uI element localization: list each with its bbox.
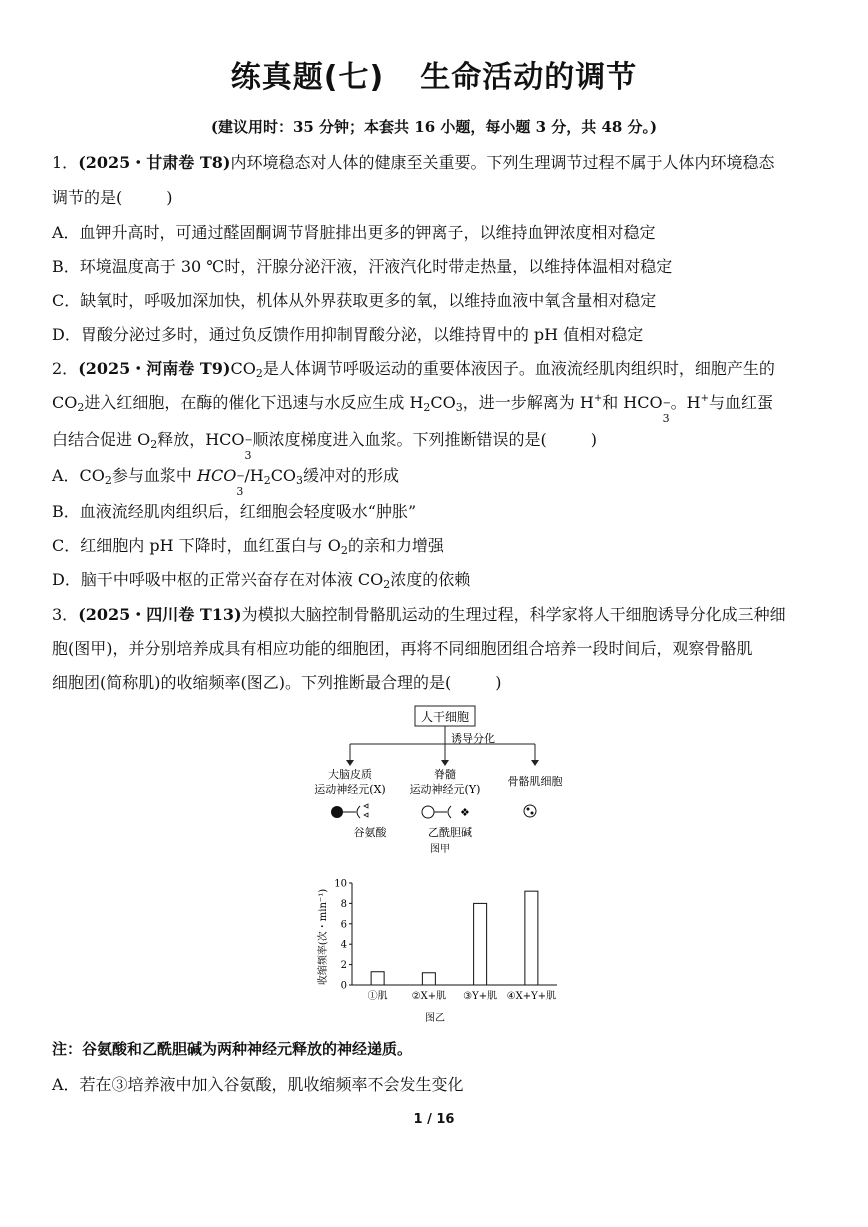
neuron-x-terminal — [357, 806, 360, 818]
q1-paren-close: ) — [166, 188, 173, 207]
title-left: 练真题(七) — [230, 60, 385, 95]
q3-option-a: A．若在③培养液中加入谷氨酸，肌收缩频率不会发生变化 — [52, 1075, 464, 1094]
q2-text: 白结合促进 O — [52, 430, 151, 449]
chart-bar — [474, 903, 487, 985]
q3-paren-close: ) — [495, 673, 502, 692]
q2-sub: 2 — [340, 544, 348, 557]
q2-text: ，进一步解离为 H — [462, 393, 594, 412]
q2-sub: 2 — [150, 438, 158, 451]
q2-option-b: B．血液流经肌肉组织后，红细胞会轻度吸水“肿胀” — [52, 502, 417, 521]
q3-stem-line-1 — [52, 602, 786, 625]
glutamate-icon — [364, 813, 368, 817]
chart-x-tick-label: ①肌 — [367, 991, 388, 1002]
muscle-nucleus-icon — [531, 812, 534, 815]
chart-bars — [371, 891, 538, 985]
muscle-cell-icon — [524, 805, 536, 817]
q3-number: 3． — [52, 605, 79, 624]
q2-text: 和 HCO — [602, 393, 663, 412]
y-name-1: 脊髓 — [434, 768, 456, 781]
q2-number: 2． — [52, 359, 79, 378]
q1-stem-line-2 — [52, 185, 173, 208]
q1-option-b: B．环境温度高于 30 ℃时，汗腺分泌汗液，汗液汽化时带走热量，以维持体温相对稳定 — [52, 257, 673, 276]
page-number: 1 / 16 — [413, 1112, 455, 1127]
chart-y-tick-label: 6 — [340, 919, 347, 931]
chart-bar — [422, 973, 435, 985]
q2-sub: 2 — [255, 367, 263, 380]
q2-text: 进入红细胞，在酶的催化下迅速与水反应生成 H — [84, 393, 424, 412]
acetylcholine-label: 乙酰胆碱 — [428, 826, 472, 839]
q2-text: 浓度的依赖 — [390, 570, 471, 589]
q3-text: 细胞团(简称肌)的收缩频率(图乙)。下列推断最合理的是( — [52, 673, 452, 692]
q2-text: 。H — [670, 393, 701, 412]
q2-text: 释放，HCO — [157, 430, 245, 449]
q2-text: HCO — [197, 466, 237, 485]
q2-text: 的亲和力增强 — [347, 536, 444, 555]
q2-sup: − — [244, 435, 253, 446]
q2-text: A．CO — [52, 466, 105, 485]
chart-bar — [371, 972, 384, 985]
arrow-head-x — [346, 760, 354, 766]
chart-y-ticks — [334, 879, 352, 992]
q2-text: CO — [52, 393, 78, 412]
q2-text: C．红细胞内 pH 下降时，血红蛋白与 O — [52, 536, 341, 555]
arrow-head-muscle — [531, 760, 539, 766]
chart-x-tick-label: ②X+肌 — [411, 991, 447, 1002]
acetylcholine-icon: ❖ — [460, 806, 470, 819]
x-name-2: 运动神经元(X) — [314, 783, 386, 796]
q1-source: (2025・甘肃卷 T8) — [78, 153, 231, 172]
q2-sub: 2 — [423, 401, 431, 414]
q2-text: 缓冲对的形成 — [303, 466, 400, 485]
q2-option-a — [52, 463, 400, 498]
chart-x-ticks — [368, 990, 556, 1002]
page-subtitle: (建议用时：35 分钟；本套共 16 小题，每小题 3 分，共 48 分。) — [210, 118, 658, 136]
title-right: 生命活动的调节 — [420, 60, 638, 95]
stem-cell-label: 人干细胞 — [420, 710, 470, 724]
q1-number: 1． — [52, 153, 79, 172]
x-name-1: 大脑皮质 — [328, 768, 372, 781]
q1-option-a: A．血钾升高时，可通过醛固酮调节肾脏排出更多的钾离子，以维持血钾浓度相对稳定 — [52, 223, 656, 242]
q2-text: 与血红蛋 — [708, 393, 773, 412]
q2-text: 顺浓度梯度进入血浆。下列推断错误的是( — [252, 430, 547, 449]
muscle-nucleus-icon — [527, 808, 530, 811]
q2-sup: + — [593, 393, 603, 404]
q2-sub: 2 — [104, 474, 112, 487]
q2-sup: + — [700, 393, 709, 404]
q2-sub: 3 — [662, 412, 670, 425]
figure-jia-caption: 图甲 — [430, 844, 450, 855]
q1-stem-line-1 — [52, 150, 775, 173]
figure-jia — [290, 700, 590, 860]
neuron-x-body — [331, 806, 343, 818]
q1-option-d: D．胃酸分泌过多时，通过负反馈作用抑制胃酸分泌，以维持胃中的 pH 值相对稳定 — [52, 325, 644, 344]
q2-sub: 2 — [383, 578, 391, 591]
q2-stem-line-3 — [52, 427, 598, 462]
q2-text: CO — [270, 466, 297, 485]
chart-y-tick-label: 10 — [334, 878, 347, 890]
q2-text: CO — [230, 359, 256, 378]
chart-y-label: 收缩频率(次・min⁻¹) — [318, 888, 329, 986]
chart-y-tick-label: 2 — [340, 960, 347, 972]
muscle-name: 骨骼肌细胞 — [507, 775, 563, 788]
q1-option-c: C．缺氧时，呼吸加深加快，机体从外界获取更多的氧，以维持血液中氧含量相对稳定 — [52, 291, 657, 310]
q2-text: D．脑干中呼吸中枢的正常兴奋存在对体液 CO — [52, 570, 384, 589]
induce-label: 诱导分化 — [451, 732, 495, 745]
q3-stem-line-3 — [52, 670, 501, 693]
q2-sup: − — [236, 471, 245, 482]
arrow-head-y — [441, 760, 449, 766]
figure-note: 注：谷氨酸和乙酰胆碱为两种神经元释放的神经递质。 — [52, 1040, 413, 1058]
glutamate-icon — [364, 804, 368, 808]
figure-yi-chart — [300, 865, 570, 1025]
q2-stem-line-2 — [52, 390, 773, 425]
figure-yi-caption: 图乙 — [425, 1013, 445, 1024]
q2-sub: 3 — [236, 485, 244, 498]
q3-text: 为模拟大脑控制骨骼肌运动的生理过程，科学家将人干细胞诱导分化成三种细 — [241, 605, 786, 624]
chart-bar — [525, 891, 538, 985]
q2-option-d — [52, 567, 470, 591]
y-name-2: 运动神经元(Y) — [409, 783, 481, 796]
chart-y-tick-label: 0 — [340, 980, 347, 992]
q2-sup: − — [662, 398, 671, 409]
q2-option-c — [52, 533, 444, 557]
chart-x-tick-label: ③Y+肌 — [463, 991, 498, 1002]
q2-sub: 3 — [455, 401, 463, 414]
q2-sub: 2 — [77, 401, 85, 414]
q2-paren-close: ) — [590, 430, 598, 449]
q3-source: (2025・四川卷 T13) — [78, 605, 242, 624]
q3-stem-line-2: 胞(图甲)，并分别培养成具有相应功能的细胞团，再将不同细胞团组合培养一段时间后，观察骨骼肌 — [52, 639, 753, 658]
chart-x-tick-label: ④X+Y+肌 — [506, 991, 557, 1002]
neuron-y-terminal — [448, 806, 451, 818]
q1-stem-text: 内环境稳态对人体的健康至关重要。下列生理调节过程不属于人体内环境稳态 — [230, 153, 775, 172]
glutamate-label: 谷氨酸 — [353, 826, 387, 839]
q2-text: 参与血浆中 — [111, 466, 192, 485]
q2-sub: 2 — [263, 474, 271, 487]
neuron-y-body — [422, 806, 434, 818]
q2-stem-line-1 — [52, 356, 775, 380]
chart-y-tick-label: 4 — [340, 939, 347, 951]
q1-stem-text-2: 调节的是( — [52, 188, 123, 207]
q2-source: (2025・河南卷 T9) — [78, 359, 231, 378]
page-title — [0, 52, 868, 96]
q2-sub: 3 — [296, 474, 304, 487]
chart-y-tick-label: 8 — [340, 898, 347, 910]
q2-text: 是人体调节呼吸运动的重要体液因子。血液流经肌肉组织时，细胞产生的 — [262, 359, 775, 378]
q2-text: CO — [430, 393, 456, 412]
q2-sub: 3 — [244, 449, 252, 462]
q2-text: /H — [244, 466, 264, 485]
